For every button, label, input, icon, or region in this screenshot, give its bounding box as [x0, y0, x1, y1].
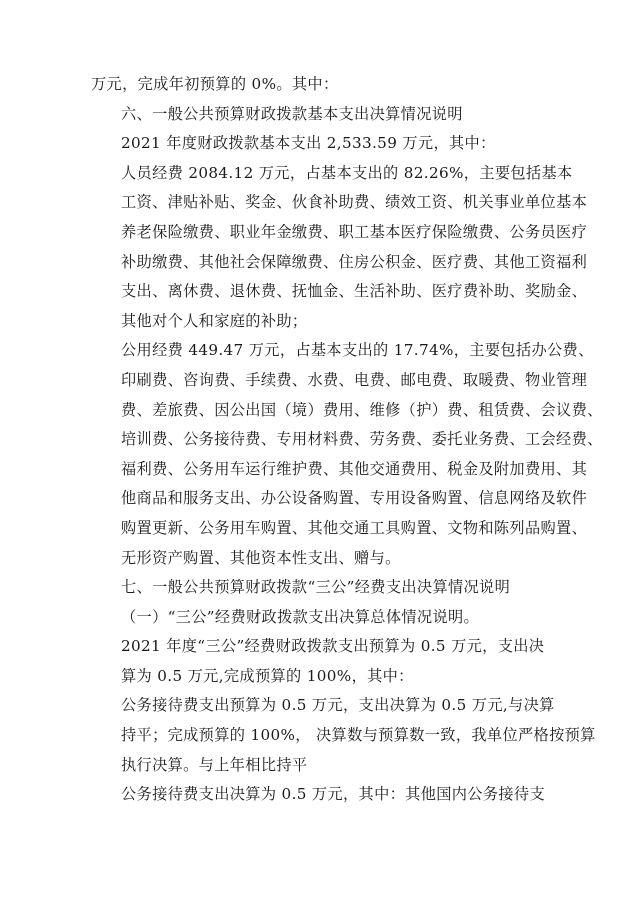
text-line: 算为 0.5 万元,完成预算的 100%，其中：: [121, 666, 414, 685]
text-line: （一）“三公”经费财政拨款支出决算总体情况说明。: [121, 607, 480, 626]
document-body: [91, 70, 603, 810]
text-line: 他商品和服务支出、办公设备购置、专用设备购置、信息网络及软件: [121, 489, 588, 508]
text-line: 购置更新、公务用车购置、其他交通工具购置、文物和陈列品购置、: [121, 518, 588, 537]
text-line: 养老保险缴费、职业年金缴费、职工基本医疗保险缴费、公务员医疗: [121, 222, 588, 241]
body-paragraph: [91, 691, 596, 780]
body-paragraph: [91, 632, 543, 691]
text-line: 执行决算。与上年相比持平: [121, 755, 308, 774]
text-line: 补助缴费、其他社会保障缴费、住房公积金、医疗费、其他工资福利: [121, 252, 588, 271]
text-line: 培训费、公务接待费、专用材料费、劳务费、委托业务费、工会经费、: [121, 430, 603, 449]
body-paragraph: [91, 70, 543, 100]
text-line: 其他对个人和家庭的补助；: [121, 311, 308, 330]
text-line: 2021 年度财政拨款基本支出 2,533.59 万元，其中：: [121, 134, 496, 153]
text-line: 万元，完成年初预算的 0%。其中：: [91, 75, 339, 93]
text-line: 工资、津贴补贴、奖金、伙食补助费、绩效工资、机关事业单位基本: [121, 193, 588, 212]
body-paragraph: [91, 100, 543, 130]
body-paragraph: [91, 573, 543, 603]
body-paragraph: [91, 129, 543, 159]
text-line: 六、一般公共预算财政拨款基本支出决算情况说明: [121, 104, 463, 123]
text-line: 印刷费、咨询费、手续费、水费、电费、邮电费、取暖费、物业管理: [121, 370, 588, 389]
body-paragraph: [91, 603, 543, 633]
body-paragraph: [91, 159, 588, 337]
text-line: 人员经费 2084.12 万元，占基本支出的 82.26%，主要包括基本: [121, 163, 573, 182]
text-line: 持平；完成预算的 100%， 决算数与预算数一致，我单位严格按预算: [121, 726, 596, 745]
body-paragraph: [91, 336, 603, 573]
text-line: 费、差旅费、因公出国（境）费用、维修（护）费、租赁费、会议费、: [121, 400, 603, 419]
text-line: 2021 年度“三公”经费财政拨款支出预算为 0.5 万元，支出决: [121, 637, 545, 656]
text-line: 公务接待费支出预算为 0.5 万元，支出决算为 0.5 万元,与决算: [121, 696, 555, 715]
text-line: 福利费、公务用车运行维护费、其他交通费用、税金及附加费用、其: [121, 459, 588, 478]
text-line: 支出、离休费、退休费、抚恤金、生活补助、医疗费补助、奖励金、: [121, 282, 588, 301]
text-line: 七、一般公共预算财政拨款“三公”经费支出决算情况说明: [121, 578, 511, 597]
body-paragraph: [91, 780, 543, 810]
text-line: 公用经费 449.47 万元，占基本支出的 17.74%，主要包括办公费、: [121, 341, 594, 360]
text-line: 无形资产购置、其他资本性支出、赠与。: [121, 548, 401, 567]
text-line: 公务接待费支出决算为 0.5 万元，其中：其他国内公务接待支: [121, 785, 545, 804]
